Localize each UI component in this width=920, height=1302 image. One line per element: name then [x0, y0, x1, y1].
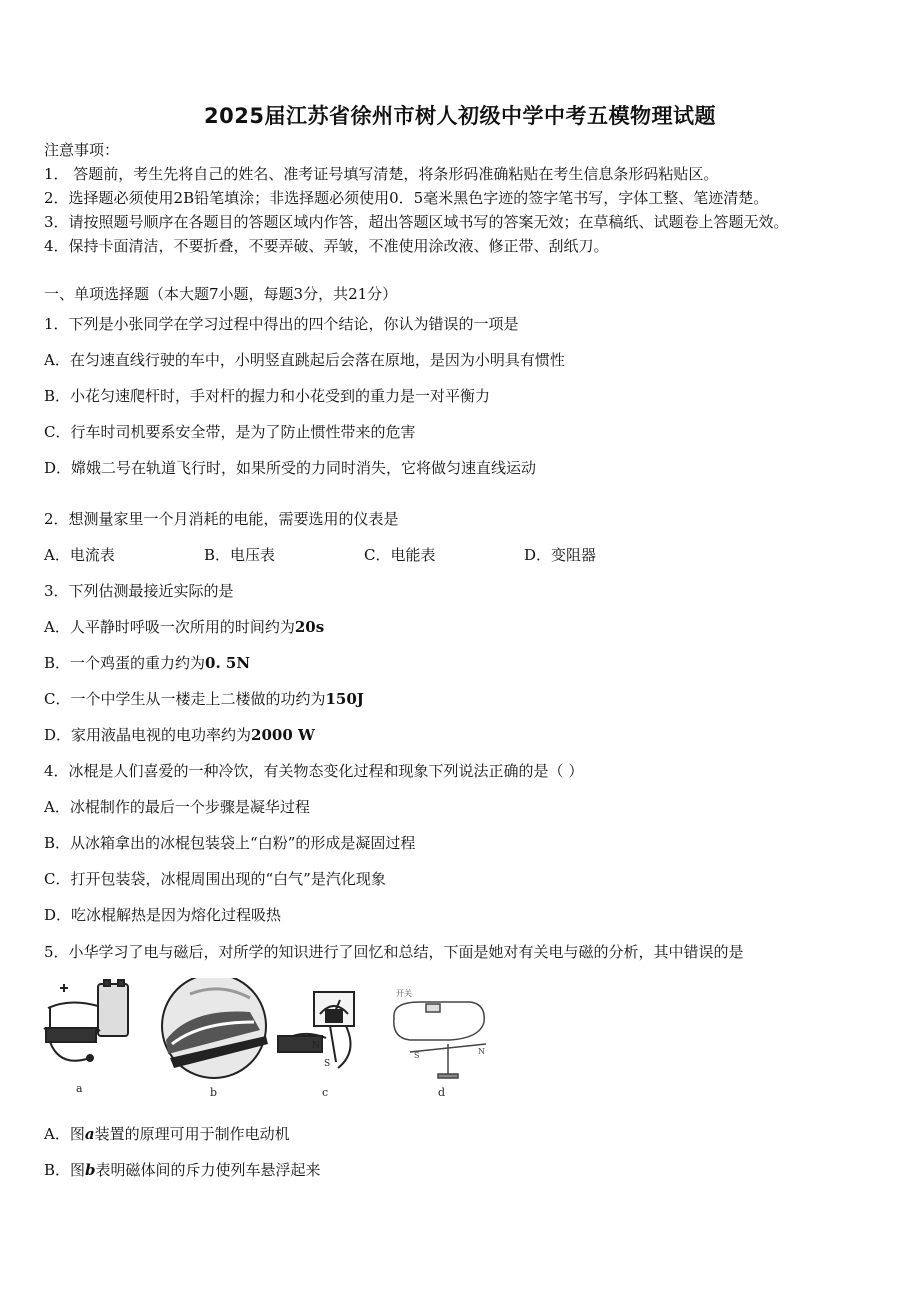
figure-a-drawing [44, 980, 128, 1095]
q4-option-b: B．从冰箱拿出的冰棍包装袋上“白粉”的形成是凝固过程 [44, 834, 416, 852]
svg-text:S: S [414, 1051, 420, 1060]
q3-option-b [44, 653, 250, 673]
q1-option-c: C．行车时司机要系安全带，是为了防止惯性带来的危害 [44, 423, 416, 441]
q3-option-c-value: 150J [325, 690, 364, 708]
svg-text:N: N [312, 1041, 320, 1051]
q1-stem: 1．下列是小张同学在学习过程中得出的四个结论，你认为错误的一项是 [44, 315, 519, 333]
notice-item-4: 4．保持卡面清洁，不要折叠，不要弄破、弄皱，不准使用涂改液、修正带、刮纸刀。 [44, 237, 609, 255]
q2-option-b: B．电压表 [204, 546, 276, 564]
q3-option-c [44, 689, 364, 709]
q2-option-c: C．电能表 [364, 546, 436, 564]
q5-figures [40, 978, 500, 1106]
q3-option-a [44, 617, 324, 637]
q2-option-a: A．电流表 [44, 546, 115, 564]
q3-option-a-text: A．人平静时呼吸一次所用的时间约为 [44, 618, 295, 636]
figure-d-drawing [394, 988, 486, 1099]
notice-heading: 注意事项： [44, 141, 120, 159]
svg-text:开关: 开关 [396, 989, 412, 998]
q5-option-b [44, 1160, 321, 1180]
q3-option-a-value: 20s [294, 618, 325, 636]
svg-text:N: N [478, 1047, 485, 1056]
q3-option-d-text: D．家用液晶电视的电功率约为 [44, 726, 252, 744]
q2-options [44, 545, 744, 565]
q5-figure-strip [40, 978, 500, 1106]
figure-b-label: b [210, 1086, 218, 1099]
q3-stem: 3．下列估测最接近实际的是 [44, 582, 234, 600]
q5-option-a-fig: a [84, 1125, 95, 1143]
q1-option-a: A．在匀速直线行驶的车中，小明竖直跳起后会落在原地，是因为小明具有惯性 [44, 351, 565, 369]
notice-item-1: 1． 答题前，考生先将自己的姓名、准考证号填写清楚，将条形码准确粘贴在考生信息条形码粘贴区。 [44, 165, 719, 183]
svg-text:S: S [324, 1059, 331, 1069]
q4-option-a: A．冰棍制作的最后一个步骤是凝华过程 [44, 798, 310, 816]
q5-option-a-post: 装置的原理可用于制作电动机 [94, 1125, 290, 1143]
q3-option-d [44, 725, 315, 745]
q1-option-b: B．小花匀速爬杆时，手对杆的握力和小花受到的重力是一对平衡力 [44, 387, 491, 405]
q3-option-b-text: B．一个鸡蛋的重力约为 [44, 654, 206, 672]
q5-option-b-fig: b [85, 1161, 96, 1179]
q5-option-b-post: 表明磁体间的斥力使列车悬浮起来 [95, 1161, 321, 1179]
q2-option-d: D．变阻器 [524, 546, 597, 564]
figure-d-label: d [438, 1086, 446, 1099]
q3-option-b-value: 0. 5N [205, 654, 251, 672]
q5-option-a [44, 1124, 290, 1144]
q4-stem: 4．冰棍是人们喜爱的一种冷饮，有关物态变化过程和现象下列说法正确的是（ ） [44, 762, 584, 780]
notice-item-2: 2．选择题必须使用2B铅笔填涂；非选择题必须使用0．5毫米黑色字迹的签字笔书写，字体工整、笔迹清楚。 [44, 189, 769, 207]
q5-option-b-pre: B．图 [44, 1161, 86, 1179]
q4-option-c: C．打开包装袋，冰棍周围出现的“白气”是汽化现象 [44, 870, 386, 888]
q5-option-a-pre: A．图 [44, 1125, 85, 1143]
figure-b-drawing [162, 978, 268, 1099]
q1-option-d: D．嫦娥二号在轨道飞行时，如果所受的力同时消失，它将做匀速直线运动 [44, 459, 537, 477]
page-title: 2025届江苏省徐州市树人初级中学中考五模物理试题 [204, 104, 716, 128]
figure-c-label: c [322, 1086, 329, 1099]
figure-a-label: a [76, 1082, 83, 1095]
q4-option-d: D．吃冰棍解热是因为熔化过程吸热 [44, 906, 282, 924]
q3-option-d-value: 2000 W [251, 726, 315, 744]
figure-c-drawing [278, 992, 354, 1099]
notice-item-3: 3．请按照题号顺序在各题目的答题区域内作答，超出答题区域书写的答案无效；在草稿纸、试题卷上答题无效。 [44, 213, 789, 231]
q3-option-c-text: C．一个中学生从一楼走上二楼做的功约为 [44, 690, 326, 708]
q2-stem: 2．想测量家里一个月消耗的电能，需要选用的仪表是 [44, 510, 399, 528]
q5-stem: 5．小华学习了电与磁后，对所学的知识进行了回忆和总结，下面是她对有关电与磁的分析，其中错误的是 [44, 943, 744, 961]
section-heading: 一、单项选择题（本大题7小题，每题3分，共21分） [44, 285, 398, 303]
